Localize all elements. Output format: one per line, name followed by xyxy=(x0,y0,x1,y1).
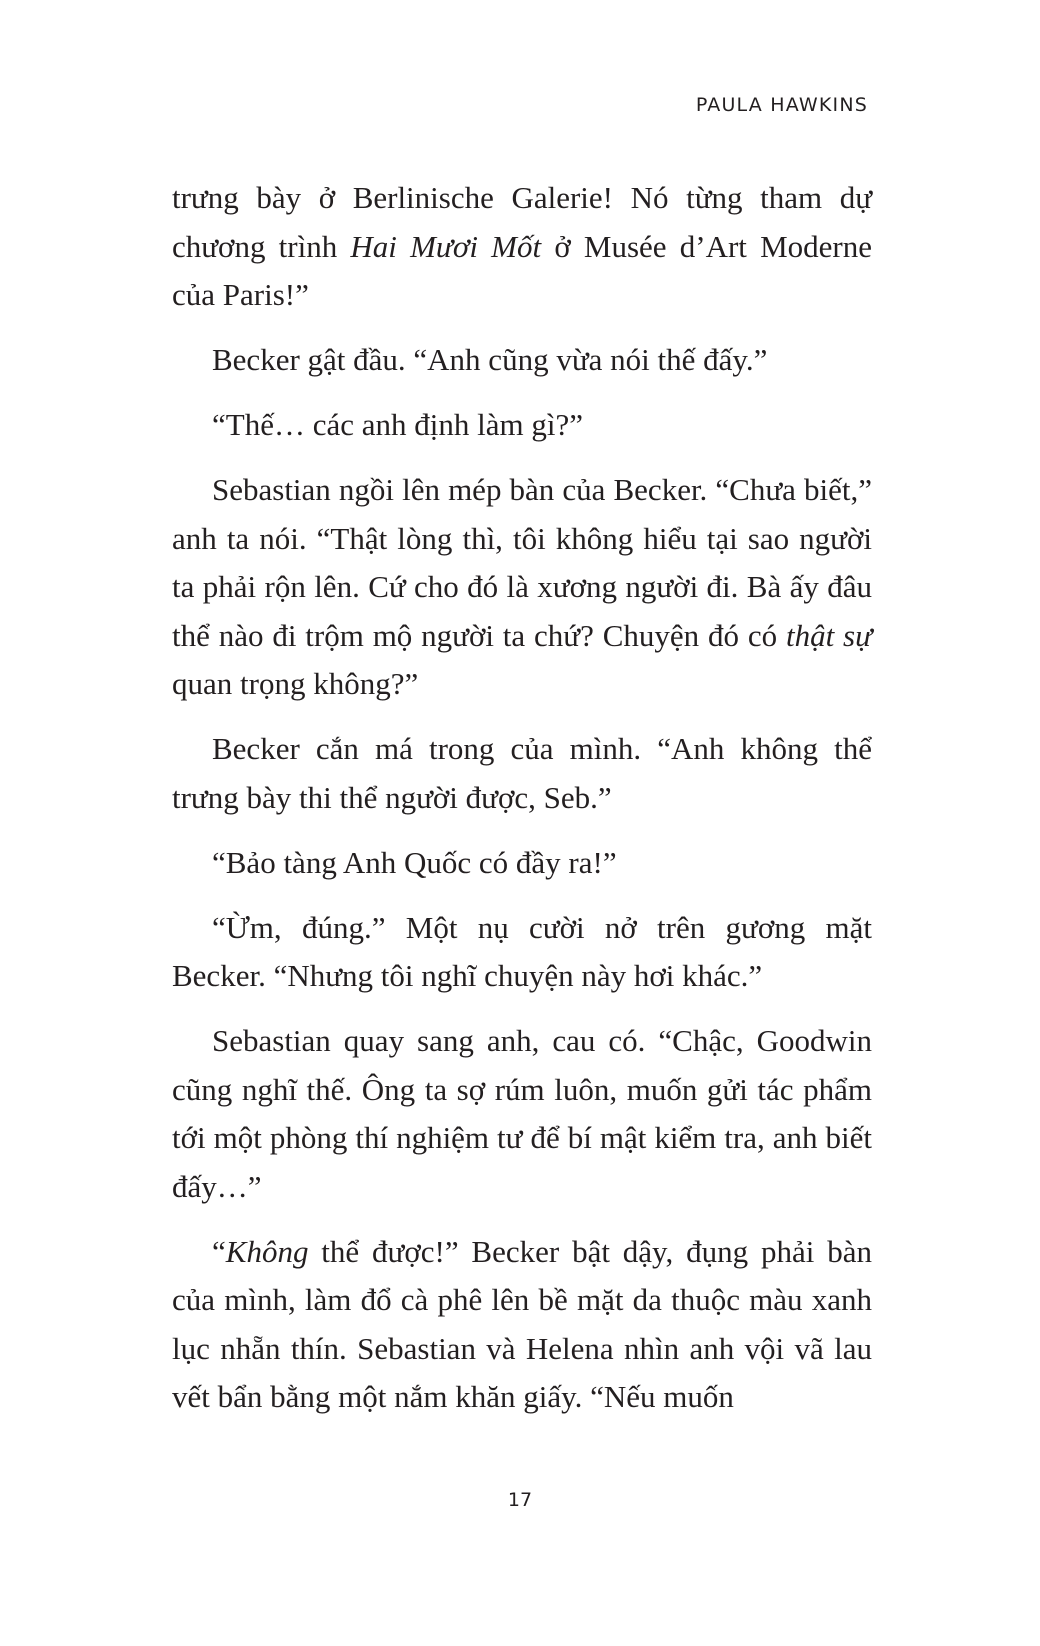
text-run: “Ừm, đúng.” Một nụ cười nở trên gương mặt Becker. “Nhưng tôi nghĩ chuyện này hơi khác.” xyxy=(172,909,872,993)
text-run: trưng bày ở Berlinische Galerie! Nó từng tham dự chương trình xyxy=(172,180,872,264)
text-run: “Bảo tàng Anh Quốc có đầy ra!” xyxy=(212,844,617,880)
text-run: Sebastian quay sang anh, cau có. “Chậc, Goodwin cũng nghĩ thế. Ông ta sợ rúm luôn, muốn gửi tác phẩm tới một phòng thí nghiệm tư để bí mật kiểm tra, anh biết đấy…” xyxy=(172,1023,872,1204)
paragraph xyxy=(172,725,872,822)
text-run: quan trọng không?” xyxy=(172,666,419,701)
text-run: Becker gật đầu. “Anh cũng vừa nói thế đấy.” xyxy=(212,342,768,377)
paragraph xyxy=(172,904,872,1001)
page-number: 17 xyxy=(507,1489,533,1511)
text-run: ở Musée d’Art Moderne của Paris!” xyxy=(172,228,872,312)
text-run: thể được!” Becker bật dậy, đụng phải bàn của mình, làm đổ cà phê lên bề mặt da thuộc màu xanh lục nhẵn thín. Sebastian và Helena nhìn anh vội vã lau vết bẩn bằng một nắm khăn giấy. “Nếu muốn xyxy=(172,1233,872,1414)
running-head: PAULA HAWKINS xyxy=(695,94,868,116)
paragraph xyxy=(172,1017,872,1211)
body-text xyxy=(172,174,872,1438)
italic-text: thật sự xyxy=(785,617,872,653)
italic-text: Hai Mươi Mốt xyxy=(350,228,542,264)
paragraph xyxy=(172,401,872,450)
text-run: “ xyxy=(212,1233,226,1269)
text-run: Sebastian ngồi lên mép bàn của Becker. “Chưa biết,” anh ta nói. “Thật lòng thì, tôi không hiểu tại sao người ta phải rộn lên. Cứ cho đó là xương người đi. Bà ấy đâu thể nào đi trộm mộ người ta chứ? Chuyện đó có xyxy=(172,472,872,653)
italic-text: Không xyxy=(225,1233,309,1269)
paragraph xyxy=(172,336,872,385)
paragraph xyxy=(172,466,872,709)
paragraph xyxy=(172,839,872,888)
text-run: Becker cắn má trong của mình. “Anh không thể trưng bày thi thể người được, Seb.” xyxy=(172,731,872,815)
text-run: “Thế… các anh định làm gì?” xyxy=(212,407,583,442)
paragraph xyxy=(172,1228,872,1422)
paragraph xyxy=(172,174,872,320)
